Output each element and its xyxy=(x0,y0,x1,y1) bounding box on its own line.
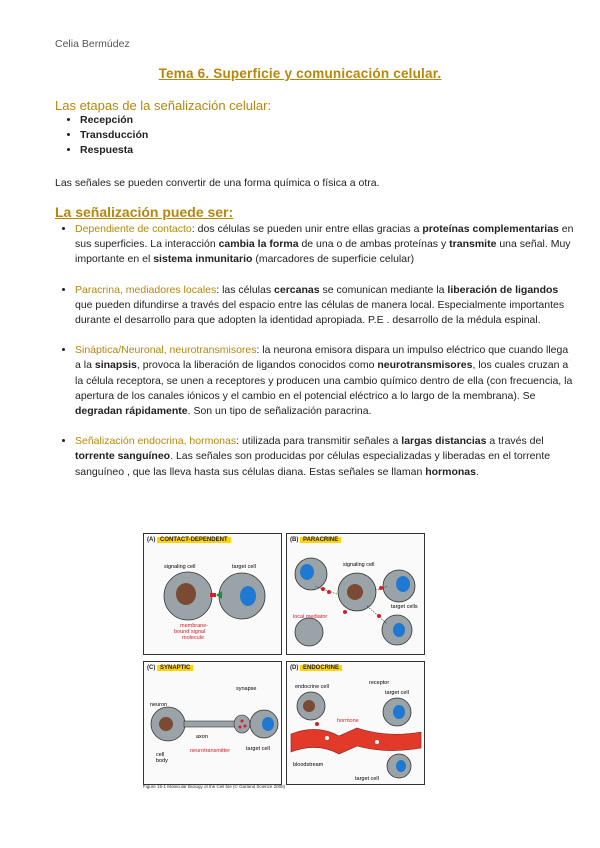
text-run: . xyxy=(475,465,479,478)
bold-run: proteínas complementarias xyxy=(422,223,559,235)
text-run: : utilizada para transmitir señales a xyxy=(236,435,402,448)
panel-tag: SYNAPTIC xyxy=(157,665,193,671)
text-run: : las células xyxy=(216,283,275,296)
figure-caption: Figure 15-1 Molecular Biology of the Cell 5/e (© Garland Science 2008) xyxy=(143,784,286,789)
stage-item: • Respuesta xyxy=(80,143,148,158)
text-run: . Las señales son producidas por células especializadas y liberadas en el torrente sanguíneo , que las lleva hasta sus células diana. Estas señales se llaman xyxy=(75,450,551,478)
stages-list xyxy=(60,113,148,158)
endocrine-diagram xyxy=(287,662,424,784)
text-run: a través del xyxy=(486,435,544,448)
fig-label: signaling cell xyxy=(164,564,196,570)
vesicle xyxy=(244,725,247,728)
bold-run: neurotransmisores xyxy=(377,359,473,372)
fig-label-red: local mediator xyxy=(293,614,328,620)
bold-run: cambia la forma xyxy=(218,238,299,251)
text-run: (marcadores de superficie celular) xyxy=(252,253,415,266)
nucleus-brown xyxy=(303,700,315,712)
bold-run: degradan rápidamente xyxy=(75,405,188,418)
fig-label-red: membrane-bound signal molecule xyxy=(174,623,209,641)
fig-label: target cell xyxy=(232,564,256,570)
nucleus-blue xyxy=(393,705,405,719)
fig-label: axon xyxy=(196,734,208,740)
paracrine-diagram xyxy=(287,534,424,654)
text-run: , los cuales cruzan a la célula receptora, se unen a receptores y producen una cambio químico dentro de ella (con frecuencia, la apertura de los canales iónicos y el cambio en el potencial eléctrico a lo largo de la membrana). Se xyxy=(75,359,573,402)
bold-run: liberación de ligandos xyxy=(447,283,559,296)
bold-run: transmite xyxy=(449,238,497,251)
mediator-dot xyxy=(377,614,381,618)
hormone-dot xyxy=(325,736,329,740)
list-item-synaptic xyxy=(75,343,575,419)
fig-label: target cell xyxy=(355,776,379,782)
nucleus-brown xyxy=(347,584,363,600)
fig-label: receptor xyxy=(369,680,390,686)
panel-letter: (B) xyxy=(290,537,299,543)
list-item-contact xyxy=(75,222,575,268)
axon xyxy=(184,721,236,727)
page-title: Tema 6. Superficie y comunicación celular. xyxy=(158,66,442,81)
nucleus-blue xyxy=(396,576,410,592)
contact-diagram xyxy=(144,534,281,654)
text-run: de una o de ambas proteínas y xyxy=(298,238,450,251)
signal-molecule xyxy=(210,593,216,597)
nucleus-blue xyxy=(300,564,314,580)
text-run: se comunican mediante la xyxy=(319,283,448,296)
fig-label: target cells xyxy=(391,604,418,610)
term-label: Señalización endocrina, hormonas xyxy=(75,435,237,448)
fig-label: bloodstream xyxy=(293,762,324,768)
nucleus-blue xyxy=(393,623,405,637)
text-run: : dos células se pueden unir entre ellas gracias a xyxy=(191,223,423,235)
section-heading-stages: Las etapas de la señalización celular: xyxy=(55,98,272,113)
text-run: que pueden difundirse a través del espacio entre las células de manera local. Especialmente importantes durante el desarrollo para que adopten la identidad apropiada. P.E . desarrollo de la médula espinal. xyxy=(75,298,565,327)
panel-contact-dependent xyxy=(143,533,282,655)
term-label: Dependiente de contacto xyxy=(75,223,192,235)
panel-tag: PARACRINE xyxy=(300,537,341,543)
bold-run: sistema inmunitario xyxy=(153,253,253,266)
term-label: Sináptica/Neuronal, neurotransmisores xyxy=(75,344,257,357)
fig-label: endocrine cell xyxy=(295,684,329,690)
nucleus-blue xyxy=(262,717,274,731)
nucleus-blue xyxy=(396,760,406,772)
fig-label-red: hormone xyxy=(337,718,359,724)
stage-item: • Transducción xyxy=(80,128,148,143)
stage-item: • Recepción xyxy=(80,113,148,128)
fig-label: target cell xyxy=(385,690,409,696)
panel-endocrine xyxy=(286,661,425,785)
author-name: Celia Bermúdez xyxy=(55,38,130,50)
fig-label: target cell xyxy=(246,746,270,752)
vesicle xyxy=(239,726,242,729)
hormone-dot xyxy=(315,722,319,726)
panel-letter: (C) xyxy=(147,665,156,671)
mediator-dot xyxy=(379,586,383,590)
fig-label: cell body xyxy=(156,752,168,764)
bold-run: torrente sanguíneo xyxy=(75,450,171,463)
nucleus-brown xyxy=(159,717,173,731)
target-cell xyxy=(295,618,323,646)
bold-run: cercanas xyxy=(274,283,320,296)
intro-paragraph: Las señales se pueden convertir de una forma química o física a otra. xyxy=(55,177,380,189)
text-run: : la neurona emisora dispara un impulso eléctrico que cuando llega a la xyxy=(75,344,569,372)
mediator-dot xyxy=(343,610,347,614)
axon-terminal xyxy=(234,715,250,733)
bloodstream-vessel xyxy=(291,728,421,754)
bold-run: hormonas xyxy=(425,465,476,478)
bold-run: sinapsis xyxy=(94,359,137,372)
panel-tag: CONTACT-DEPENDENT xyxy=(157,537,231,543)
signaling-types-list xyxy=(55,222,575,495)
panel-synaptic xyxy=(143,661,282,785)
hormone-dot xyxy=(375,740,379,744)
fig-label: synapse xyxy=(236,686,257,692)
fig-label: signaling cell xyxy=(343,562,375,568)
text-run: . Son un tipo de señalización paracrina. xyxy=(187,405,372,418)
text-run: , provoca la liberación de ligandos conocidos como xyxy=(136,359,378,372)
term-label: Paracrina, mediadores locales xyxy=(75,283,217,296)
panel-tag: ENDOCRINE xyxy=(300,665,342,671)
mediator-dot xyxy=(321,587,325,591)
panel-letter: (D) xyxy=(290,665,299,671)
mediator-dot xyxy=(327,590,331,594)
list-item-paracrine xyxy=(75,283,575,329)
panel-paracrine xyxy=(286,533,425,655)
list-item-endocrine xyxy=(75,434,575,480)
section-heading-types: La señalización puede ser: xyxy=(55,204,234,220)
fig-label: neuron xyxy=(150,702,168,708)
panel-letter: (A) xyxy=(147,537,156,543)
vesicle xyxy=(241,720,244,723)
signaling-figure xyxy=(143,533,443,795)
text-run: en sus superficies. La interacción xyxy=(75,223,574,251)
synaptic-diagram xyxy=(144,662,281,784)
fig-label-red: neurotransmitter xyxy=(190,748,231,754)
nucleus-brown xyxy=(176,583,196,605)
bold-run: largas distancias xyxy=(401,435,487,448)
text-run: una señal. Muy importante en el xyxy=(75,238,571,266)
nucleus-blue xyxy=(240,586,256,606)
